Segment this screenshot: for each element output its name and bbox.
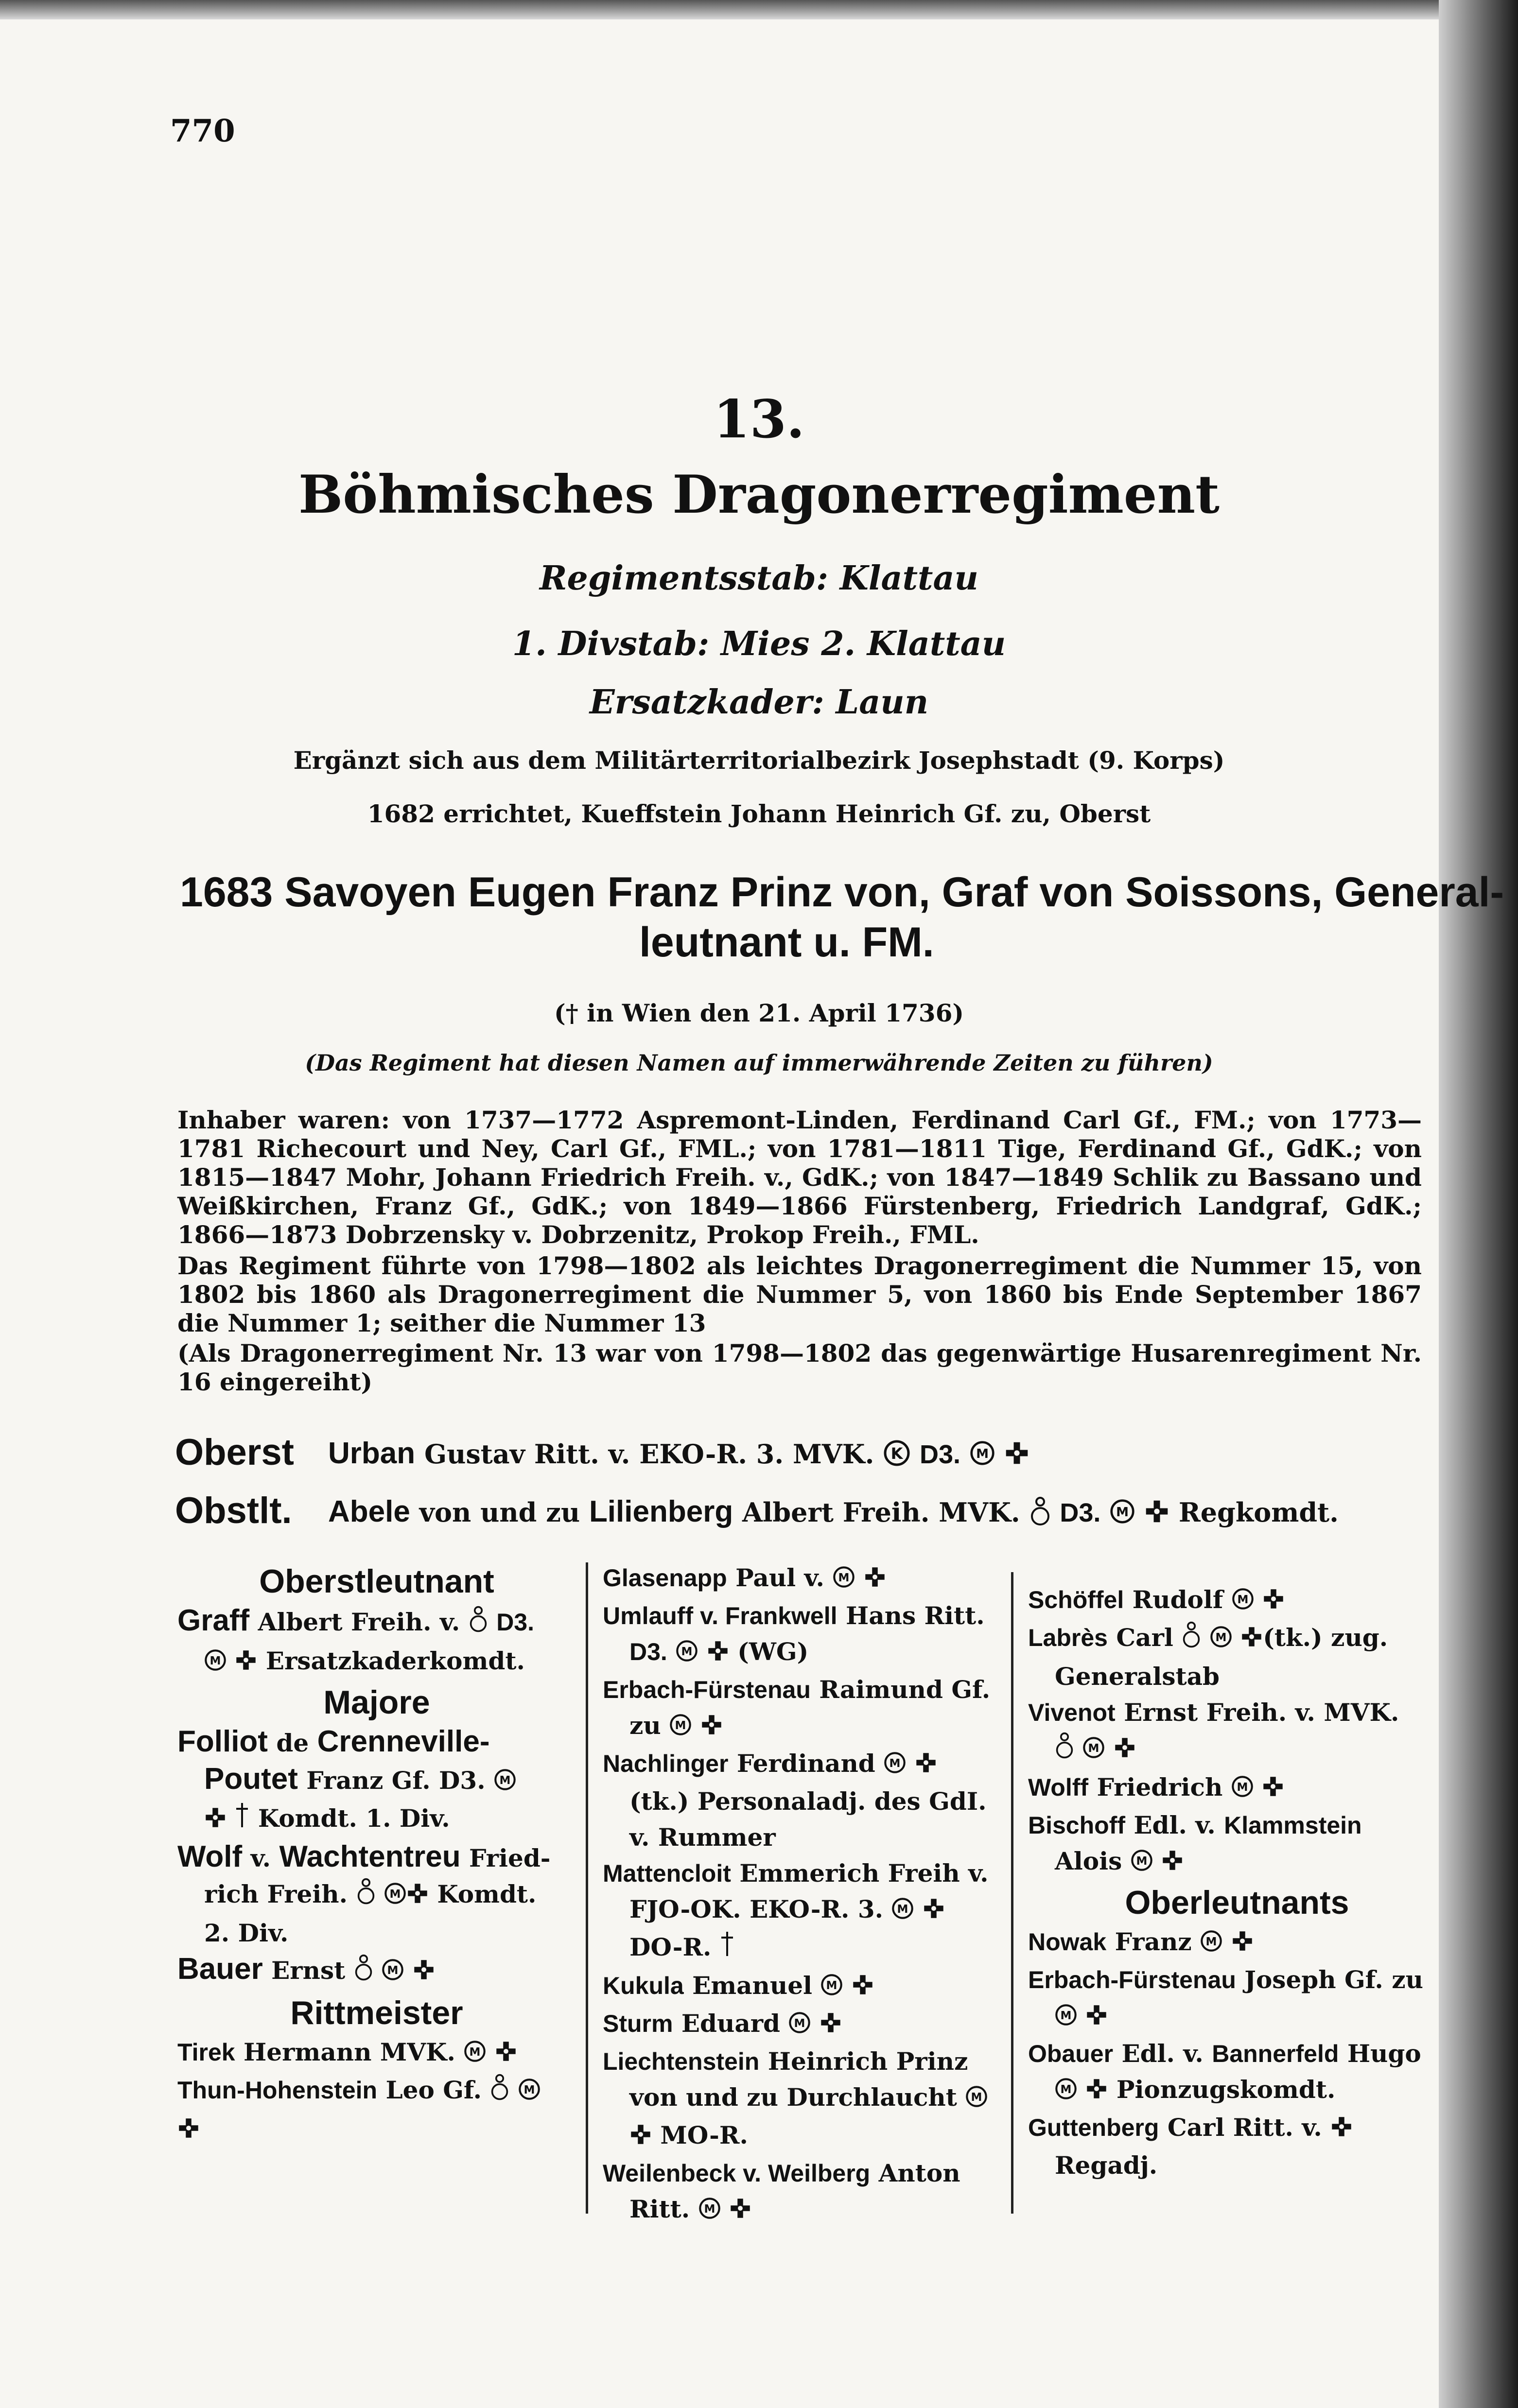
cross-icon bbox=[1085, 2000, 1108, 2036]
officer-details: Anton bbox=[878, 2159, 960, 2187]
entry-weilenbeck-cont bbox=[603, 2191, 1026, 2229]
scan-right-edge bbox=[1439, 0, 1518, 2408]
entry-erbach-cont bbox=[603, 1708, 1026, 1746]
cross-icon bbox=[1085, 2074, 1108, 2110]
m-medal-icon bbox=[965, 2081, 988, 2117]
officer-details: Hugo bbox=[1347, 2039, 1421, 2068]
officer-name-2: Klammstein bbox=[1224, 1812, 1362, 1839]
svg-text:M: M bbox=[469, 2046, 481, 2059]
entry-sturm bbox=[603, 2006, 1026, 2044]
officer-details: Ritt. bbox=[629, 2195, 690, 2223]
officer-name-2: Lilienberg bbox=[589, 1495, 733, 1528]
column-1 bbox=[177, 1560, 576, 2149]
svg-text:M: M bbox=[897, 1903, 908, 1916]
entry-liechtenstein-cont bbox=[603, 2079, 1026, 2117]
officer-details: Franz Gf. D3. bbox=[306, 1766, 486, 1795]
entry-tirek bbox=[177, 2034, 576, 2072]
name-particle: von und zu bbox=[419, 1497, 580, 1528]
entry-glasenapp bbox=[603, 1560, 1026, 1598]
svg-text:M: M bbox=[889, 1757, 901, 1770]
cross-icon bbox=[923, 1893, 945, 1929]
svg-text:M: M bbox=[1215, 1631, 1227, 1645]
officer-details: FJO-OK. EKO-R. 3. bbox=[629, 1895, 884, 1923]
entry-folliot bbox=[177, 1724, 576, 1761]
officer-name: Bauer bbox=[177, 1952, 263, 1986]
column-3 bbox=[1028, 1582, 1446, 2183]
officer-name: Kukula bbox=[603, 1972, 684, 1999]
entry-liechtenstein-cont-2 bbox=[603, 2117, 1026, 2155]
officer-name-2: Crenneville- bbox=[317, 1725, 490, 1758]
column-2 bbox=[603, 1560, 1026, 2229]
heading-majore: Majore bbox=[323, 1684, 430, 1721]
officer-role: Ersatzkaderkomdt. bbox=[265, 1646, 525, 1675]
entry-wolff bbox=[1028, 1769, 1446, 1807]
officer-name: Schöffel bbox=[1028, 1586, 1124, 1613]
cross-icon bbox=[864, 1562, 886, 1598]
page-number: 770 bbox=[170, 113, 235, 149]
cross-icon bbox=[820, 2008, 842, 2044]
entry-vivenot bbox=[1028, 1695, 1446, 1731]
officer-role: Regadj. bbox=[1055, 2151, 1158, 2180]
cross-icon bbox=[1231, 1926, 1254, 1962]
rank-label: Obstlt. bbox=[175, 1490, 292, 1531]
officer-name: Abele bbox=[328, 1495, 410, 1528]
entry-liechtenstein bbox=[603, 2044, 1026, 2079]
svg-text:M: M bbox=[389, 1888, 401, 1901]
m-medal-icon bbox=[1110, 1499, 1135, 1530]
entry-thun-cont bbox=[177, 2111, 576, 2149]
cross-icon bbox=[177, 2113, 200, 2149]
regiment-number: 13. bbox=[713, 389, 805, 450]
officer-name: Urban bbox=[328, 1437, 416, 1470]
entry-mattencloit-cont-2 bbox=[603, 1929, 1026, 1968]
officer-details: Albert Freih. MVK. bbox=[742, 1497, 1020, 1528]
officer-details: Joseph Gf. zu bbox=[1244, 1965, 1423, 1994]
officer-details: rich Freih. bbox=[204, 1880, 348, 1908]
divstab-line: 1. Divstab: Mies 2. Klattau bbox=[512, 624, 1006, 663]
officer-role: Generalstab bbox=[1055, 1662, 1220, 1691]
errichtet-line: 1682 errichtet, Kueffstein Johann Heinrich Gf. zu, Oberst bbox=[367, 799, 1151, 828]
nummer-paragraph: Das Regiment führte von 1798—1802 als leichtes Dragonerregiment die Nummer 15, von 1802 bis 1860 als Dragonerregiment die Nummer 5, von 1860 bis Ende September 1867 die Nummer 1; seither die Nummer 13 bbox=[177, 1251, 1422, 1337]
officer-details: von und zu Durchlaucht bbox=[629, 2083, 957, 2112]
officer-details: Paul v. bbox=[735, 1563, 824, 1592]
entry-kukula bbox=[603, 1968, 1026, 2006]
entry-bischoff-cont bbox=[1028, 1843, 1446, 1881]
d3-label: D3. bbox=[920, 1440, 961, 1469]
officer-name: Erbach-Fürstenau bbox=[1028, 1966, 1236, 1993]
m-medal-icon bbox=[494, 1765, 516, 1801]
entry-guttenberg bbox=[1028, 2110, 1446, 2148]
officer-role: Komdt. bbox=[437, 1880, 537, 1908]
officer-name: Graff bbox=[177, 1604, 250, 1637]
entry-vivenot-cont bbox=[1028, 1731, 1446, 1769]
m-medal-icon bbox=[820, 1970, 843, 2006]
scan-top-edge bbox=[0, 0, 1518, 19]
officer-details: Heinrich Prinz bbox=[768, 2047, 968, 2076]
heading-rittmeister: Rittmeister bbox=[290, 1994, 463, 2031]
namesake-line-2: leutnant u. FM. bbox=[639, 919, 934, 966]
officer-name: Poutet bbox=[204, 1762, 298, 1796]
officer-name: Nachlinger bbox=[603, 1750, 729, 1777]
cross-icon bbox=[629, 2119, 652, 2155]
m-medal-icon bbox=[382, 1955, 404, 1991]
svg-text:M: M bbox=[499, 1774, 511, 1787]
d3-label: D3. bbox=[1060, 1498, 1101, 1527]
officer-details: Leo Gf. bbox=[385, 2076, 482, 2104]
svg-text:M: M bbox=[387, 1964, 399, 1977]
officer-name: Liechtenstein bbox=[603, 2048, 760, 2075]
officer-role: (tk.) zug. bbox=[1263, 1623, 1388, 1652]
officer-name: Thun-Hohenstein bbox=[177, 2077, 378, 2104]
officer-role: Regkomdt. bbox=[1178, 1497, 1339, 1528]
name-particle: v. bbox=[250, 1844, 271, 1872]
officer-name: Vivenot bbox=[1028, 1699, 1116, 1726]
entry-labres bbox=[1028, 1620, 1446, 1659]
m-medal-icon bbox=[1055, 2000, 1077, 2036]
m-medal-icon bbox=[788, 2008, 811, 2044]
officer-role: Komdt. 1. Div. bbox=[258, 1804, 450, 1833]
svg-text:M: M bbox=[1205, 1936, 1217, 1949]
decoration-icon bbox=[356, 1877, 376, 1915]
entry-mattencloit-cont bbox=[603, 1891, 1026, 1929]
cross-icon bbox=[1114, 1732, 1136, 1768]
decoration-icon bbox=[354, 1954, 373, 1992]
m-medal-icon bbox=[204, 1645, 227, 1681]
svg-text:M: M bbox=[1116, 1505, 1129, 1520]
entry-nachlinger-cont bbox=[603, 1784, 1026, 1819]
officer-details: Hermann MVK. bbox=[244, 2038, 455, 2066]
dagger-icon bbox=[720, 1931, 734, 1968]
svg-text:M: M bbox=[1060, 2083, 1072, 2096]
svg-text:M: M bbox=[1060, 2010, 1072, 2023]
d3-label: D3. bbox=[629, 1638, 667, 1665]
ergaenzt-line: Ergänzt sich aus dem Militärterritorialbezirk Josephstadt (9. Korps) bbox=[293, 746, 1225, 775]
officer-details: Friedrich bbox=[1097, 1773, 1223, 1802]
svg-text:M: M bbox=[1136, 1855, 1148, 1868]
officer-details: Edl. v. bbox=[1134, 1811, 1216, 1839]
officer-details: Emmerich Freih v. bbox=[739, 1859, 989, 1888]
entry-labres-cont bbox=[1028, 1659, 1446, 1695]
entry-wolf bbox=[177, 1839, 576, 1876]
officer-details: Albert Freih. v. bbox=[258, 1608, 460, 1636]
m-medal-icon bbox=[1232, 1584, 1254, 1620]
officer-role: Pionzugskomdt. bbox=[1116, 2075, 1336, 2104]
entry-nachlinger bbox=[603, 1746, 1026, 1784]
entry-thun bbox=[177, 2072, 576, 2111]
entry-bauer bbox=[177, 1951, 576, 1992]
officer-name: Guttenberg bbox=[1028, 2114, 1159, 2141]
m-medal-icon bbox=[1200, 1926, 1222, 1962]
svg-text:M: M bbox=[1237, 1594, 1249, 1607]
name-particle: de bbox=[276, 1729, 309, 1757]
officer-name: Mattencloit bbox=[603, 1860, 731, 1887]
officer-name: Bischoff bbox=[1028, 1812, 1125, 1839]
m-medal-icon bbox=[1055, 2074, 1077, 2110]
column-divider bbox=[586, 1562, 588, 2214]
cross-icon bbox=[1240, 1622, 1263, 1658]
officer-name: Labrès bbox=[1028, 1624, 1108, 1651]
entry-umlauff bbox=[603, 1598, 1026, 1634]
svg-text:M: M bbox=[794, 2017, 805, 2030]
svg-text:M: M bbox=[675, 1719, 686, 1732]
officer-details: Ernst Freih. v. MVK. bbox=[1124, 1698, 1399, 1727]
officer-details: Ernst bbox=[271, 1956, 346, 1985]
officer-details: Eduard bbox=[681, 2009, 781, 2038]
decoration-icon bbox=[469, 1605, 488, 1643]
inhaber-paragraph: Inhaber waren: von 1737—1772 Aspremont-Linden, Ferdinand Carl Gf., FM.; von 1773—1781 Richecourt und Ney, Carl Gf., FML.; von 1781—1811 Tige, Ferdinand Gf., GdK.; von 1815—1847 Mohr, Johann Friedrich Freih. v., GdK.; von 1847—1849 Schlik zu Bassano und Weißkirchen, Franz Gf., GdK.; von 1849—1866 Fürstenberg, Friedrich Landgraf, GdK.; 1866—1873 Dobrzensky v. Dobrzenitz, Prokop Freih., FML. bbox=[177, 1106, 1422, 1249]
officer-details: Franz bbox=[1115, 1927, 1192, 1956]
entry-nachlinger-cont-2 bbox=[603, 1819, 1026, 1855]
officer-details: Raimund Gf. bbox=[819, 1675, 991, 1704]
m-medal-icon bbox=[669, 1710, 692, 1746]
officer-details: DO-R. bbox=[629, 1933, 712, 1961]
m-medal-icon bbox=[1231, 1771, 1254, 1807]
svg-text:M: M bbox=[704, 2203, 715, 2216]
svg-text:M: M bbox=[681, 1646, 693, 1659]
officer-name: Glasenapp bbox=[603, 1564, 727, 1592]
dagger-icon bbox=[235, 1802, 249, 1839]
oberst-row bbox=[175, 1431, 294, 1473]
entry-obauer-cont bbox=[1028, 2072, 1446, 2110]
cross-icon bbox=[1262, 1771, 1284, 1807]
entry-wolf-cont-2 bbox=[177, 1915, 576, 1951]
m-medal-icon bbox=[1131, 1845, 1153, 1881]
m-medal-icon bbox=[698, 2193, 721, 2229]
officer-role: (tk.) Personaladj. des GdI. bbox=[629, 1787, 987, 1816]
cross-icon bbox=[1004, 1440, 1029, 1472]
svg-text:M: M bbox=[826, 1979, 838, 1992]
officer-name: Umlauff v. Frankwell bbox=[603, 1602, 838, 1629]
officer-name: Wolff bbox=[1028, 1774, 1089, 1801]
decoration-icon bbox=[490, 2073, 509, 2111]
officer-name: Wolf bbox=[177, 1840, 243, 1873]
entry-obauer bbox=[1028, 2036, 1446, 2072]
officer-details: Rudolf bbox=[1132, 1585, 1223, 1614]
m-medal-icon bbox=[833, 1562, 855, 1598]
officer-name: Erbach-Fürstenau bbox=[603, 1676, 811, 1703]
officer-name-2: Bannerfeld bbox=[1212, 2040, 1339, 2067]
entry-graff-cont bbox=[177, 1643, 576, 1681]
cross-icon bbox=[729, 2193, 751, 2229]
entry-poutet bbox=[177, 1761, 576, 1801]
officer-name-2: Wachtentreu bbox=[279, 1840, 461, 1873]
officer-name: Sturm bbox=[603, 2010, 673, 2037]
cross-icon bbox=[852, 1970, 874, 2006]
decoration-icon bbox=[1029, 1496, 1051, 1533]
regiment-title: Böhmisches Dragonerregiment bbox=[298, 464, 1220, 525]
cross-icon bbox=[1161, 1845, 1184, 1881]
m-medal-icon bbox=[891, 1893, 914, 1929]
officer-details: Carl bbox=[1116, 1623, 1173, 1652]
officer-details: Carl Ritt. v. bbox=[1167, 2113, 1322, 2142]
entry-bischoff bbox=[1028, 1807, 1446, 1843]
eingereiht-paragraph: (Als Dragonerregiment Nr. 13 war von 1798—1802 das gegenwärtige Husarenregiment Nr. 16 eingereiht) bbox=[177, 1339, 1422, 1396]
m-medal-icon bbox=[464, 2036, 486, 2072]
cross-icon bbox=[1144, 1499, 1169, 1530]
m-medal-icon bbox=[518, 2074, 541, 2110]
m-medal-icon bbox=[676, 1636, 698, 1672]
cross-icon bbox=[700, 1710, 723, 1746]
rank-label: Oberst bbox=[175, 1432, 294, 1473]
svg-text:M: M bbox=[1088, 1742, 1099, 1755]
svg-text:M: M bbox=[1237, 1781, 1248, 1794]
entry-weilenbeck bbox=[603, 2155, 1026, 2191]
svg-text:M: M bbox=[838, 1572, 850, 1585]
cross-icon bbox=[915, 1748, 937, 1784]
heading-oberstleutnant: Oberstleutnant bbox=[259, 1563, 494, 1600]
officer-name: Weilenbeck v. Weilberg bbox=[603, 2160, 871, 2187]
entry-nowak bbox=[1028, 1924, 1446, 1962]
oberst-entry bbox=[328, 1436, 1029, 1473]
officer-name: Nowak bbox=[1028, 1928, 1107, 1956]
entry-mattencloit bbox=[603, 1855, 1026, 1891]
cross-icon bbox=[204, 1802, 227, 1838]
officer-name: Obauer bbox=[1028, 2040, 1114, 2067]
svg-text:M: M bbox=[523, 2084, 535, 2097]
cross-icon bbox=[1330, 2112, 1353, 2148]
officer-name: Folliot bbox=[177, 1725, 268, 1758]
obstlt-entry bbox=[328, 1494, 1339, 1533]
officer-name: Tirek bbox=[177, 2039, 235, 2066]
entry-erbach-oberleutnant-cont bbox=[1028, 1998, 1446, 2036]
officer-details: Edl. v. bbox=[1121, 2039, 1204, 2068]
officer-role: (WG) bbox=[737, 1637, 809, 1666]
d3-label: D3. bbox=[496, 1609, 534, 1636]
m-medal-icon bbox=[1210, 1622, 1232, 1658]
m-medal-icon bbox=[884, 1748, 906, 1784]
cross-icon bbox=[413, 1955, 435, 1991]
entry-graff bbox=[177, 1603, 576, 1643]
namesake-line-1: 1683 Savoyen Eugen Franz Prinz von, Graf von Soissons, General- bbox=[180, 869, 1504, 916]
entry-wolf-cont bbox=[177, 1876, 576, 1915]
cross-icon bbox=[406, 1878, 429, 1914]
m-medal-icon bbox=[1082, 1732, 1105, 1768]
officer-role: v. Rummer bbox=[629, 1823, 776, 1852]
svg-text:M: M bbox=[209, 1655, 221, 1668]
officer-details: Gustav Ritt. v. EKO-R. 3. MVK. bbox=[424, 1438, 874, 1470]
officer-details: Hans Ritt. bbox=[845, 1601, 985, 1630]
entry-schoeffel bbox=[1028, 1582, 1446, 1620]
cross-icon bbox=[495, 2036, 517, 2072]
svg-text:K: K bbox=[890, 1444, 903, 1463]
entry-umlauff-cont bbox=[603, 1634, 1026, 1672]
m-medal-icon bbox=[384, 1878, 406, 1914]
entry-poutet-cont bbox=[177, 1801, 576, 1839]
regimentsstab-line: Regimentsstab: Klattau bbox=[540, 559, 978, 598]
officer-details: MO-R. bbox=[660, 2121, 748, 2149]
svg-text:M: M bbox=[976, 1447, 989, 1462]
k-medal-icon bbox=[883, 1439, 910, 1473]
svg-text:M: M bbox=[971, 2091, 982, 2104]
officer-details: Fried- bbox=[469, 1844, 551, 1872]
officer-details: Emanuel bbox=[692, 1971, 813, 2000]
cross-icon bbox=[235, 1645, 257, 1681]
ersatzkader-line: Ersatzkader: Laun bbox=[589, 683, 929, 722]
name-note: (Das Regiment hat diesen Namen auf immerwährende Zeiten zu führen) bbox=[305, 1050, 1213, 1076]
m-medal-icon bbox=[970, 1440, 995, 1472]
cross-icon bbox=[707, 1636, 729, 1672]
heading-oberleutnants: Oberleutnants bbox=[1125, 1884, 1349, 1921]
entry-erbach-oberleutnant bbox=[1028, 1962, 1446, 1998]
entry-guttenberg-cont bbox=[1028, 2148, 1446, 2183]
cross-icon bbox=[1262, 1584, 1285, 1620]
name-particle: zu bbox=[629, 1711, 661, 1740]
decoration-icon bbox=[1182, 1621, 1201, 1659]
decoration-icon bbox=[1055, 1732, 1074, 1769]
officer-details: Ferdinand bbox=[736, 1749, 875, 1778]
officer-details: Alois bbox=[1055, 1847, 1122, 1875]
entry-erbach bbox=[603, 1672, 1026, 1708]
officer-role: 2. Div. bbox=[204, 1919, 289, 1947]
obstlt-row bbox=[175, 1490, 292, 1532]
death-note: († in Wien den 21. April 1736) bbox=[554, 999, 964, 1027]
